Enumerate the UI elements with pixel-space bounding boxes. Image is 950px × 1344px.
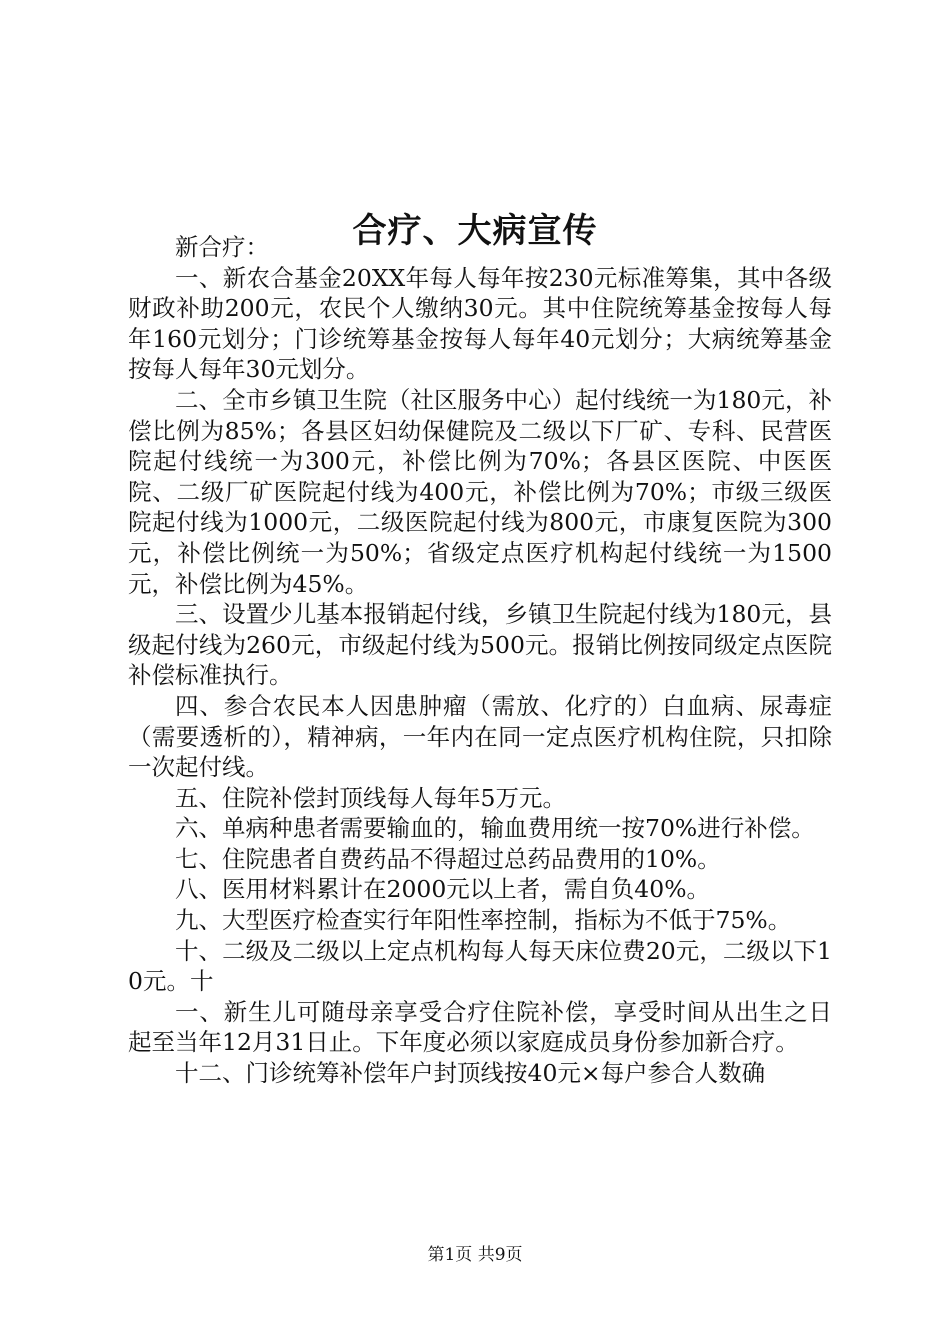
document-body [128,232,832,1089]
paragraph-7: 七、住院患者自费药品不得超过总药品费用的10%。 [175,844,721,873]
paragraph-8: 八、医用材料累计在2000元以上者，需自负40%。 [175,875,711,904]
paragraph-3: 三、设置少儿基本报销起付线，乡镇卫生院起付线为180元，县级起付线为260元，市级起付线为500元。报销比例按同级定点医院补偿标准执行。 [128,600,832,690]
paragraph-5: 五、住院补偿封顶线每人每年5万元。 [175,783,566,812]
paragraph-10: 十、二级及二级以上定点机构每人每天床位费20元，二级以下10元。十 [128,936,832,996]
paragraph-1: 一、新农合基金20XX年每人每年按230元标准筹集，其中各级财政补助200元，农民个人缴纳30元。其中住院统筹基金按每人每年160元划分；门诊统筹基金按每人每年40元划分；大病统筹基金按每人每年30元划分。 [128,263,832,384]
paragraph-9: 九、大型医疗检查实行年阳性率控制，指标为不低于75%。 [175,906,792,935]
paragraph-12: 十二、门诊统筹补偿年户封顶线按40元×每户参合人数确 [175,1059,766,1088]
document-title: 合疗、大病宣传 [352,210,598,251]
paragraph-6: 六、单病种患者需要输血的，输血费用统一按70%进行补偿。 [175,814,815,843]
paragraph-intro: 新合疗： [175,233,269,261]
paragraph-4: 四、参合农民本人因患肿瘤（需放、化疗的）白血病、尿毒症（需要透析的），精神病，一年内在同一定点医疗机构住院，只扣除一次起付线。 [128,691,832,782]
paragraph-11: 一、新生儿可随母亲享受合疗住院补偿，享受时间从出生之日起至当年12月31日止。下年度必须以家庭成员身份参加新合疗。 [128,997,832,1057]
paragraph-2: 二、全市乡镇卫生院（社区服务中心）起付线统一为180元，补偿比例为85%；各县区妇幼保健院及二级以下厂矿、专科、民营医院起付线统一为300元，补偿比例为70%；各县区医院、中医医院、二级厂矿医院起付线为400元，补偿比例为70%；市级三级医院起付线为1000元，二级医院起付线为800元，市康复医院为300元，补偿比例统一为50%；省级定点医疗机构起付线统一为1500元，补偿比例为45%。 [128,385,832,598]
page-footer: 第1页 共9页 [427,1245,523,1265]
